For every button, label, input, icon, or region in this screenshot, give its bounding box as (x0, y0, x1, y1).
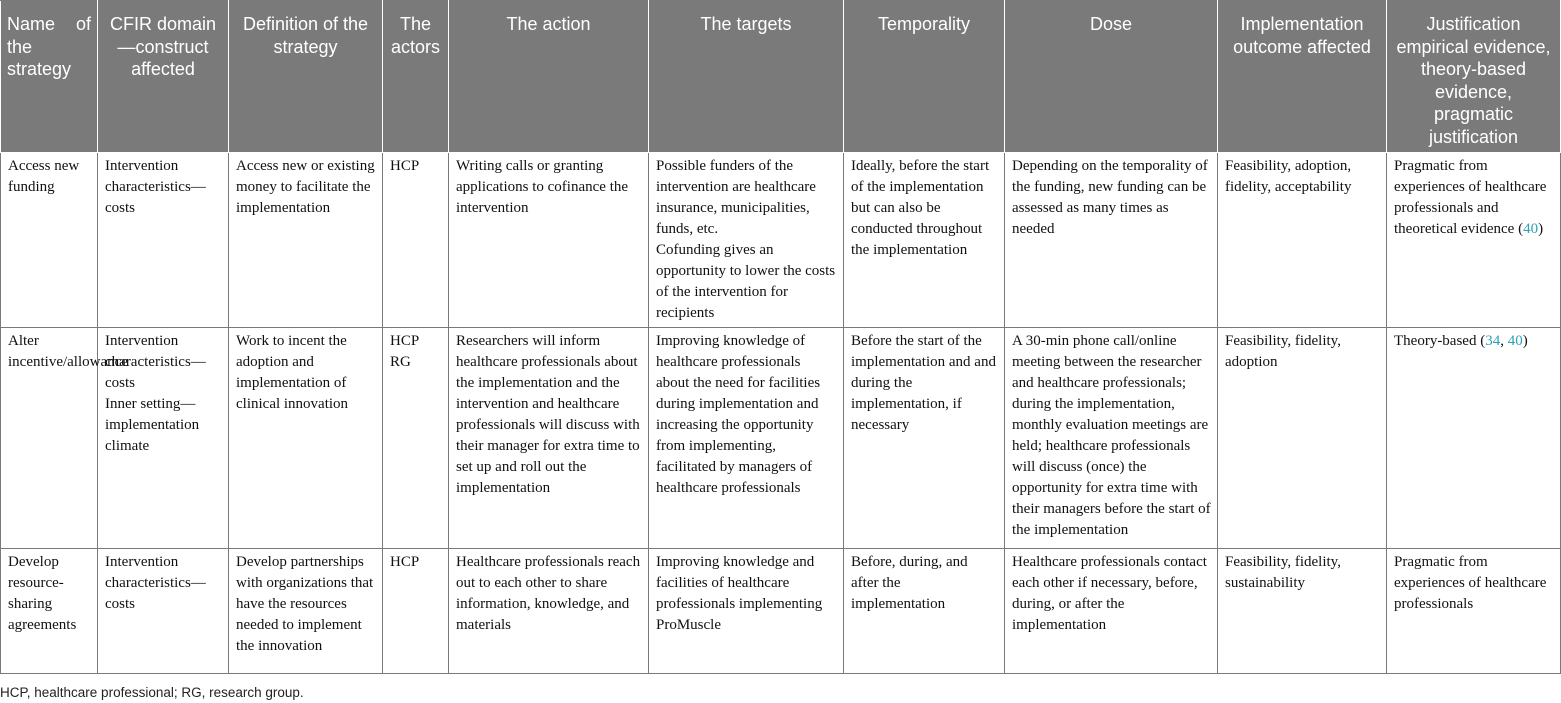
cell-justification (1387, 549, 1561, 674)
target-line: Possible funders of the intervention are healthcare insurance, municipalities, funds, etc. (656, 158, 816, 237)
cell-strategy-name: Alter incentive/allowance (1, 328, 98, 549)
header-definition: Definition of the strategy (229, 1, 383, 153)
reference-link[interactable]: 34 (1485, 333, 1501, 349)
header-temporality: Temporality (844, 1, 1005, 153)
cell-targets (649, 153, 844, 328)
header-justification: Justification empirical evidence, theory-based evidence, pragmatic justification (1387, 1, 1561, 153)
table-header-row (1, 1, 1561, 153)
justification-close: ) (1522, 333, 1528, 349)
cell-targets (649, 549, 844, 674)
actor-line: HCP (390, 333, 420, 349)
table-row (1, 153, 1561, 328)
cell-action: Researchers will inform healthcare professionals about the implementation and the intervention and healthcare professionals will discuss with their manager for extra time to set up and roll out the implementation (449, 328, 649, 549)
cell-cfir (98, 153, 229, 328)
cell-definition: Access new or existing money to facilitate the implementation (229, 153, 383, 328)
justification-text: Pragmatic from experiences of healthcare professionals (1394, 554, 1547, 612)
cfir-line: Intervention characteristics—costs (105, 333, 206, 391)
cell-dose: Healthcare professionals contact each other if necessary, before, during, or after the implementation (1005, 549, 1218, 674)
cell-definition: Work to incent the adoption and implementation of clinical innovation (229, 328, 383, 549)
cell-targets (649, 328, 844, 549)
header-implementation-outcome: Implementation outcome affected (1218, 1, 1387, 153)
justification-text: Theory-based ( (1394, 333, 1486, 349)
cell-temporality: Before the start of the implementation and and during the implementation, if necessary (844, 328, 1005, 549)
actor-line: HCP (390, 554, 420, 570)
cell-actors (383, 153, 449, 328)
cell-strategy-name: Access new funding (1, 153, 98, 328)
cell-cfir (98, 328, 229, 549)
table-row (1, 328, 1561, 549)
table-row (1, 549, 1561, 674)
cell-strategy-name: Develop resource-sharing agreements (1, 549, 98, 674)
cell-temporality: Before, during, and after the implementation (844, 549, 1005, 674)
cfir-line: Intervention characteristics—costs (105, 158, 206, 216)
target-line: Improving knowledge of healthcare professionals about the need for facilities during implementation and increasing the opportunity from implementing, facilitated by managers of healthcare professionals (656, 333, 821, 496)
cell-dose: Depending on the temporality of the funding, new funding can be assessed as many times as needed (1005, 153, 1218, 328)
cell-justification (1387, 153, 1561, 328)
cell-temporality: Ideally, before the start of the implementation but can also be conducted throughout the implementation (844, 153, 1005, 328)
header-dose: Dose (1005, 1, 1218, 153)
cell-definition: Develop partnerships with organizations that have the resources needed to implement the innovation (229, 549, 383, 674)
actor-line: RG (390, 354, 411, 370)
justification-close: ) (1538, 221, 1544, 237)
target-line: Improving knowledge and facilities of healthcare professionals implementing ProMuscle (656, 554, 823, 633)
header-actors: The actors (383, 1, 449, 153)
target-line: Cofunding gives an opportunity to lower the costs of the intervention for recipients (656, 242, 836, 321)
cell-outcome: Feasibility, adoption, fidelity, acceptability (1218, 153, 1387, 328)
cfir-line: Intervention characteristics—costs (105, 554, 206, 612)
header-action: The action (449, 1, 649, 153)
reference-link[interactable]: 40 (1523, 221, 1539, 237)
cell-actors (383, 549, 449, 674)
reference-link[interactable]: 40 (1507, 333, 1523, 349)
cell-dose: A 30-min phone call/online meeting between the researcher and healthcare professionals; during the implementation, monthly evaluation meetings are held; healthcare professionals will discuss (once) the opportunity for extra time with their managers before the start of the implementation (1005, 328, 1218, 549)
justification-text: Pragmatic from experiences of healthcare professionals and theoretical evidence ( (1394, 158, 1547, 237)
table-footnote: HCP, healthcare professional; RG, research group. (0, 685, 304, 700)
cell-outcome: Feasibility, fidelity, sustainability (1218, 549, 1387, 674)
cell-justification: Theory-based (34, 40) (1387, 328, 1561, 549)
cfir-line: Inner setting—implementation climate (105, 396, 200, 454)
header-cfir-domain: CFIR domain—construct affected (98, 1, 229, 153)
actor-line: HCP (390, 158, 420, 174)
header-targets: The targets (649, 1, 844, 153)
cell-action: Healthcare professionals reach out to each other to share information, knowledge, and materials (449, 549, 649, 674)
cell-action: Writing calls or granting applications to cofinance the intervention (449, 153, 649, 328)
cell-outcome: Feasibility, fidelity, adoption (1218, 328, 1387, 549)
cell-actors (383, 328, 449, 549)
header-name-of-strategy: Name of the strategy (1, 1, 98, 153)
cell-cfir (98, 549, 229, 674)
